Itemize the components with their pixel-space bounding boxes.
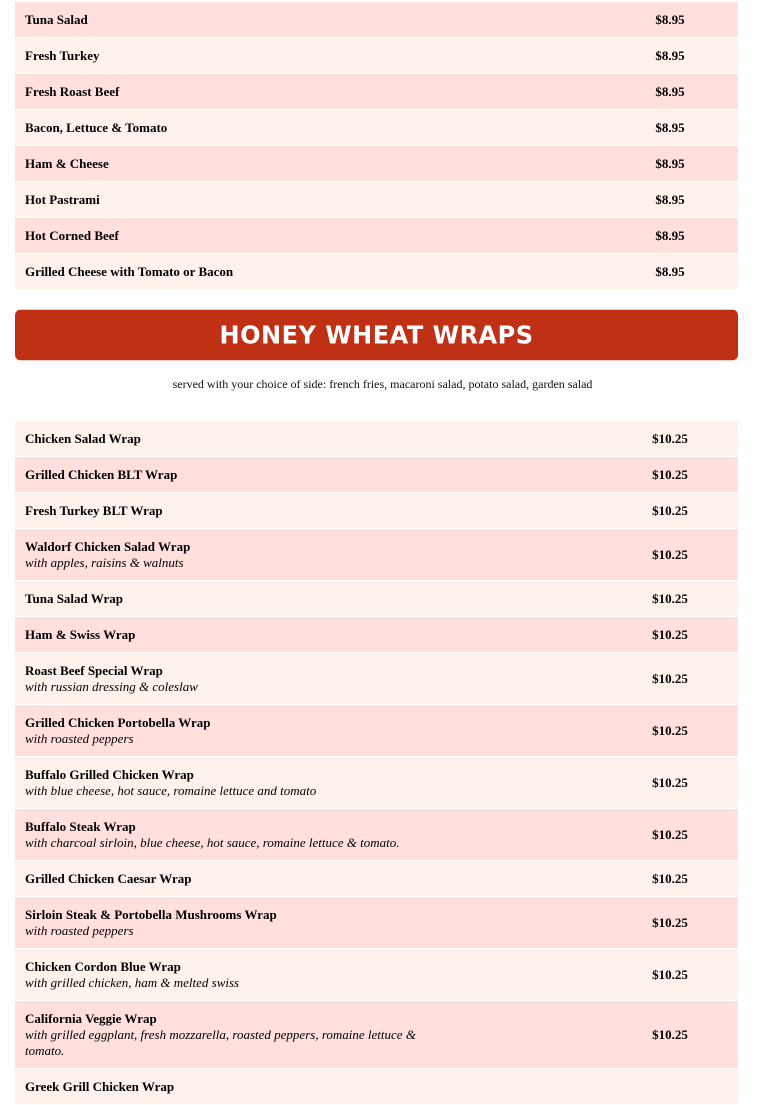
menu-item-name: Grilled Chicken Portobella Wrap [25, 714, 211, 730]
menu-item-text [25, 218, 455, 253]
menu-item-row [15, 457, 738, 493]
menu-item-name: Bacon, Lettuce & Tomato [25, 119, 168, 135]
menu-item-row [15, 861, 738, 897]
menu-item-name: Greek Grill Chicken Wrap [25, 1078, 175, 1094]
menu-item-row [15, 421, 738, 457]
menu-item-text [25, 2, 455, 37]
menu-item-price: $8.95 [655, 119, 685, 135]
menu-item-text [25, 457, 455, 492]
menu-item-name: Grilled Cheese with Tomato or Bacon [25, 263, 234, 279]
menu-item-text [25, 421, 455, 456]
menu-item-text [25, 74, 455, 109]
menu-item-text [25, 809, 455, 860]
menu-item-price: $10.25 [652, 626, 688, 642]
menu-item-row [15, 2, 738, 38]
menu-item-text [25, 529, 455, 580]
menu-item-description: with roasted peppers [25, 730, 134, 746]
menu-item-row [15, 38, 738, 74]
menu-item-text [25, 38, 455, 73]
menu-item-text [25, 182, 455, 217]
menu-item-description: with apples, raisins & walnuts [25, 554, 184, 570]
menu-item-description: with blue cheese, hot sauce, romaine lettuce and tomato [25, 782, 317, 798]
section-subtitle: served with your choice of side: french fries, macaroni salad, potato salad, garden salad [172, 377, 593, 391]
menu-item-description: with russian dressing & coleslaw [25, 678, 198, 694]
menu-item-price [602, 1069, 738, 1104]
menu-item-text [25, 861, 455, 896]
menu-item-price: $8.95 [655, 263, 685, 279]
menu-item-price: $10.25 [652, 466, 688, 482]
menu-item-price: $10.25 [652, 774, 688, 790]
menu-item-price: $10.25 [652, 430, 688, 446]
menu-item-description: with roasted peppers [25, 922, 134, 938]
menu-item-text [25, 653, 455, 704]
menu-item-name: Fresh Roast Beef [25, 83, 120, 99]
menu-item-name: Fresh Turkey [25, 47, 100, 63]
menu-item-text [25, 254, 455, 289]
menu-item-price: $10.25 [652, 1026, 688, 1042]
menu-item-text [25, 110, 455, 145]
menu-item-name: Buffalo Steak Wrap [25, 818, 136, 834]
menu-item-name: Grilled Chicken BLT Wrap [25, 466, 178, 482]
menu-item-text [25, 617, 455, 652]
section-banner-honey-wheat-wraps [15, 310, 738, 360]
menu-item-name: Ham & Cheese [25, 155, 109, 171]
sandwich-menu-table [15, 2, 738, 290]
menu-item-text [25, 493, 455, 528]
menu-item-price: $10.25 [652, 502, 688, 518]
menu-item-row [15, 74, 738, 110]
menu-item-row [15, 1069, 738, 1105]
menu-item-row [15, 581, 738, 617]
menu-item-name: Roast Beef Special Wrap [25, 662, 163, 678]
menu-item-name: Buffalo Grilled Chicken Wrap [25, 766, 194, 782]
menu-item-price: $8.95 [655, 47, 685, 63]
menu-item-row [15, 897, 738, 949]
menu-item-name: Grilled Chicken Caesar Wrap [25, 870, 192, 886]
menu-item-price: $10.25 [652, 966, 688, 982]
menu-item-price: $8.95 [655, 11, 685, 27]
menu-item-row [15, 757, 738, 809]
menu-item-text [25, 1001, 455, 1068]
menu-item-text [25, 897, 455, 948]
menu-item-price: $8.95 [655, 83, 685, 99]
menu-item-text [25, 581, 455, 616]
menu-item-description: with charcoal sirloin, blue cheese, hot sauce, romaine lettuce & tomato. [25, 834, 400, 850]
section-title: HONEY WHEAT WRAPS [219, 320, 534, 350]
menu-item-description: with grilled chicken, ham & melted swiss [25, 974, 240, 990]
wrap-menu-table [15, 421, 738, 1105]
menu-item-price: $10.25 [652, 870, 688, 886]
menu-item-name: Hot Corned Beef [25, 227, 119, 243]
menu-item-row [15, 218, 738, 254]
menu-item-row [15, 529, 738, 581]
menu-item-name: Chicken Salad Wrap [25, 430, 141, 446]
menu-item-name: Tuna Salad Wrap [25, 590, 124, 606]
menu-item-text [25, 146, 455, 181]
menu-item-description: with grilled eggplant, fresh mozzarella, roasted peppers, romaine lettuce & tomato. [25, 1026, 416, 1058]
menu-item-name: Waldorf Chicken Salad Wrap [25, 538, 191, 554]
menu-item-name: California Veggie Wrap [25, 1010, 157, 1026]
menu-item-row [15, 254, 738, 290]
menu-item-price: $8.95 [655, 191, 685, 207]
menu-item-text [25, 1069, 455, 1104]
menu-item-name: Ham & Swiss Wrap [25, 626, 136, 642]
menu-item-row [15, 182, 738, 218]
menu-item-name: Chicken Cordon Blue Wrap [25, 958, 181, 974]
menu-item-text [25, 757, 455, 808]
menu-item-row [15, 1001, 738, 1069]
menu-item-price: $10.25 [652, 546, 688, 562]
menu-item-name: Tuna Salad [25, 11, 88, 27]
menu-item-price: $8.95 [655, 155, 685, 171]
menu-item-name: Hot Pastrami [25, 191, 100, 207]
menu-item-row [15, 110, 738, 146]
menu-item-row [15, 809, 738, 861]
menu-item-text [25, 949, 455, 1000]
menu-item-row [15, 705, 738, 757]
menu-item-price: $10.25 [652, 670, 688, 686]
menu-item-price: $10.25 [652, 826, 688, 842]
menu-item-price: $10.25 [652, 722, 688, 738]
menu-item-price: $10.25 [652, 914, 688, 930]
menu-item-price: $10.25 [652, 590, 688, 606]
menu-item-row [15, 653, 738, 705]
menu-item-row [15, 146, 738, 182]
menu-item-row [15, 949, 738, 1001]
menu-item-name: Sirloin Steak & Portobella Mushrooms Wrap [25, 906, 277, 922]
menu-item-price: $8.95 [655, 227, 685, 243]
menu-item-text [25, 705, 455, 756]
menu-item-row [15, 493, 738, 529]
menu-item-name: Fresh Turkey BLT Wrap [25, 502, 163, 518]
menu-item-row [15, 617, 738, 653]
